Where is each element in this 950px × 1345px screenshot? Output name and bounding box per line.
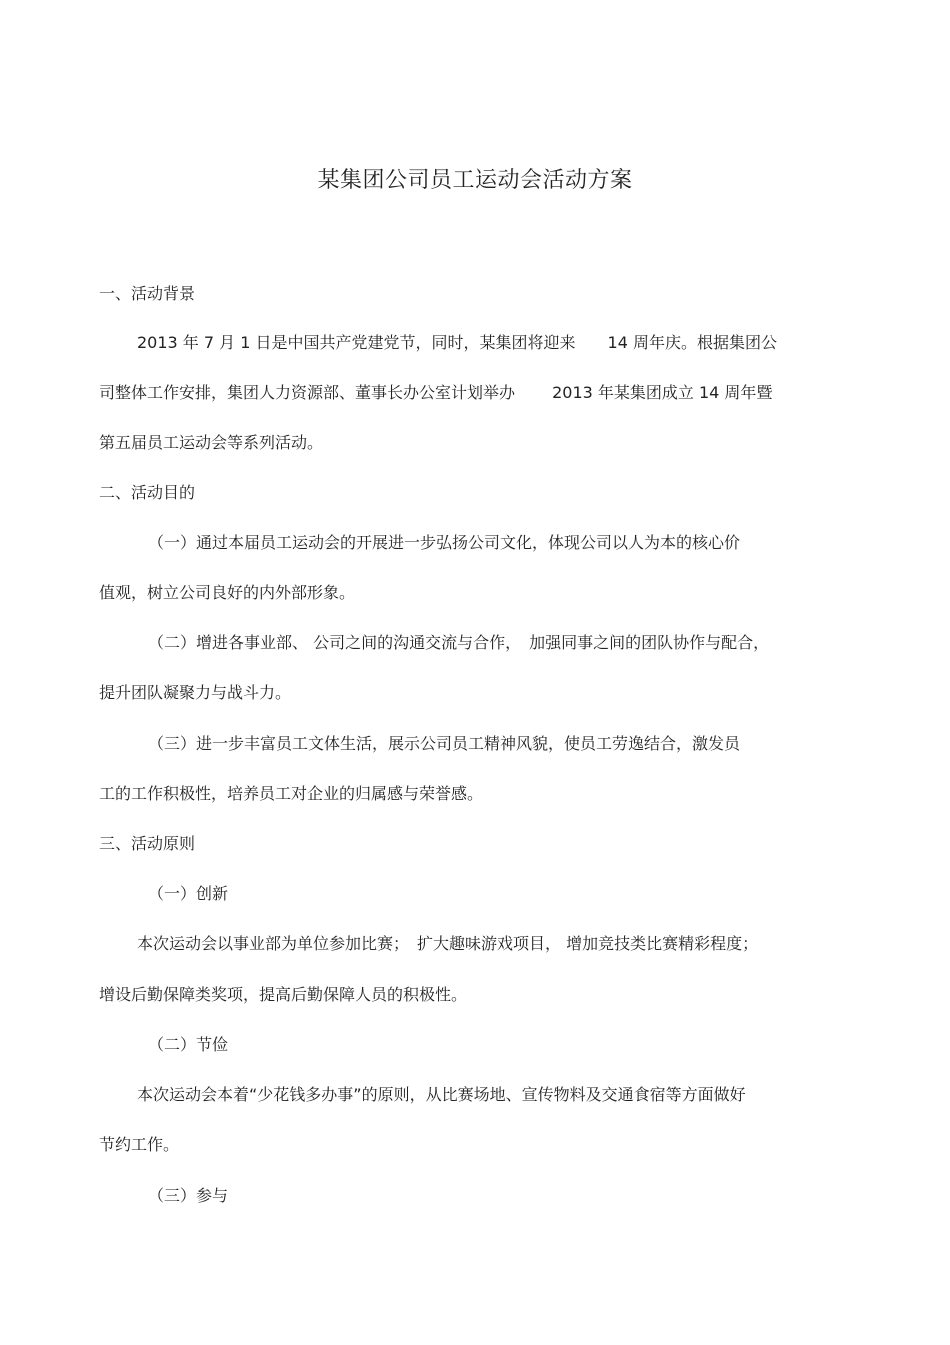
paragraph-line: 本次运动会以事业部为单位参加比赛； 扩大趣味游戏项目， 增加竞技类比赛精彩程度； <box>137 934 759 953</box>
paragraph-line: 司整体工作安排，集团人力资源部、董事长办公室计划举办 2013 年某集团成立 14 周年暨 <box>99 383 773 402</box>
section-heading-principles: 三、活动原则 <box>99 834 196 853</box>
paragraph-line: 增设后勤保障类奖项，提高后勤保障人员的积极性。 <box>99 985 468 1004</box>
subheading-participation: （三）参与 <box>148 1186 229 1205</box>
document-title: 某集团公司员工运动会活动方案 <box>317 168 633 193</box>
paragraph-line: 第五届员工运动会等系列活动。 <box>99 433 324 452</box>
section-heading-background: 一、活动背景 <box>99 284 196 303</box>
paragraph-line: （三）进一步丰富员工文体生活，展示公司员工精神风貌，使员工劳逸结合，激发员 <box>148 734 741 753</box>
paragraph-line: 值观，树立公司良好的内外部形象。 <box>99 583 356 602</box>
paragraph-line: 2013 年 7 月 1 日是中国共产党建党节，同时，某集团将迎来 14 周年庆。根据集团公 <box>137 333 777 352</box>
paragraph-line: 本次运动会本着“少花钱多办事”的原则，从比赛场地、宣传物料及交通食宿等方面做好 <box>137 1085 746 1104</box>
paragraph-line: （二）增进各事业部、 公司之间的沟通交流与合作， 加强同事之间的团队协作与配合， <box>148 633 770 652</box>
paragraph-line: 工的工作积极性，培养员工对企业的归属感与荣誉感。 <box>99 784 484 803</box>
section-heading-purpose: 二、活动目的 <box>99 483 196 502</box>
paragraph-line: （一）通过本届员工运动会的开展进一步弘扬公司文化，体现公司以人为本的核心价 <box>148 533 741 552</box>
subheading-innovation: （一）创新 <box>148 884 229 903</box>
subheading-frugality: （二）节俭 <box>148 1035 229 1054</box>
paragraph-line: 节约工作。 <box>99 1135 180 1154</box>
paragraph-line: 提升团队凝聚力与战斗力。 <box>99 683 292 702</box>
